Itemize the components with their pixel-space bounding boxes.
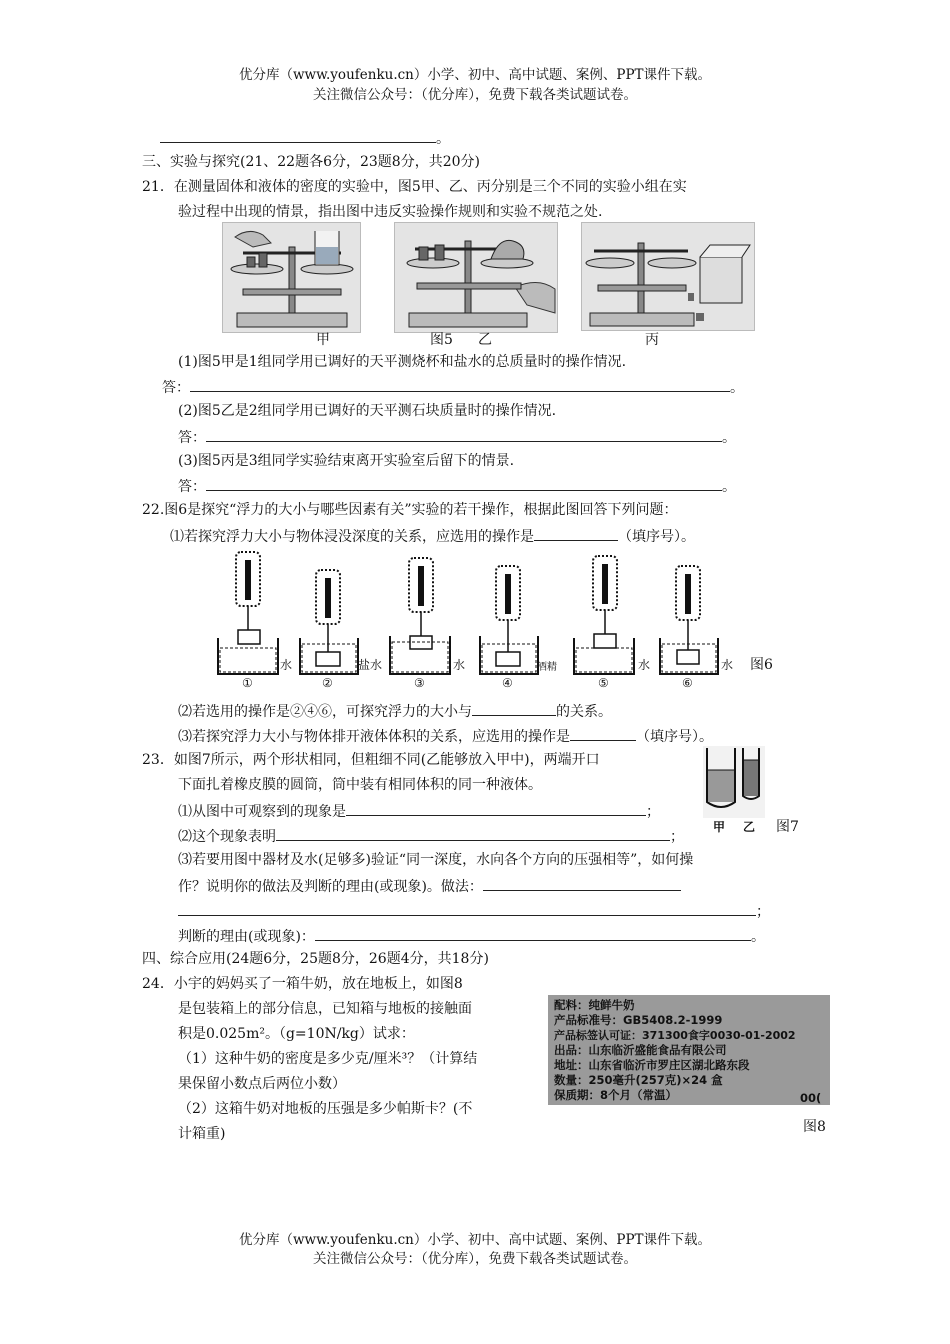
q22-part-3: ⑶若探究浮力大小与物体排开液体体积的关系，应选用的操作是 （填序号）。 (178, 726, 713, 746)
top-answer-blank: 。 (160, 128, 450, 148)
figure-5-jia-balance (222, 222, 361, 333)
figure-6-number-4: ④ (502, 676, 513, 690)
q24-line-4: （1）这种牛奶的密度是多少克/厘米³？（计算结 (178, 1051, 478, 1067)
header-line-2: 关注微信公众号：（优分库），免费下载各类试题试卷。 (313, 87, 637, 103)
header-line-1: 优分库（www.youfenku.cn）小学、初中、高中试题、案例、PPT课件下载。 (238, 67, 712, 83)
q21-part-2: (2)图5乙是2组同学用已调好的天平测石块质量时的操作情况. (178, 403, 557, 419)
q21-line-2: 验过程中出现的情景，指出图中违反实验操作规则和实验不规范之处. (178, 204, 603, 220)
q24-line-2: 是包装箱上的部分信息，已知箱与地板的接触面 (178, 1001, 472, 1017)
q23-method-blank: ； (178, 901, 770, 921)
figure-5-bing-balance (581, 222, 755, 331)
figure-7-caption: 图7 (776, 819, 799, 835)
figure-6-number-3: ③ (414, 676, 425, 690)
q23-part-1: ⑴从图中可观察到的现象是 ； (178, 801, 660, 821)
q21-part-3: (3)图5丙是3组同学实验结束离开实验室后留下的情景. (178, 453, 515, 469)
figure-7-label-jia: 甲 (713, 820, 726, 834)
figure-6-number-6: ⑥ (682, 676, 693, 690)
q21-part-1: (1)图5甲是1组同学用已调好的天平测烧杯和盐水的总质量时的操作情况. (178, 354, 627, 370)
q23-line-2: 下面扎着橡皮膜的圆筒，筒中装有相同体积的同一种液体。 (178, 777, 542, 793)
figure-6-liquid-5: 水 (638, 658, 651, 672)
q23-part-3-line-2: 作？说明你的做法及判断的理由(或现象)。做法： (178, 876, 681, 896)
milk-label-line-2: 产品标准号：GB5408.2-1999 (554, 1013, 723, 1027)
milk-label-line-4: 出品：山东临沂盛能食品有限公司 (554, 1043, 727, 1057)
figure-7-tubes (703, 746, 765, 834)
figure-6-liquid-1: 水 (280, 658, 293, 672)
footer-line-2: 关注微信公众号：（优分库），免费下载各类试题试卷。 (313, 1251, 637, 1267)
milk-label-line-7: 保质期：8个月（常温） (554, 1088, 678, 1102)
figure-5-caption: 图5 (430, 332, 453, 348)
figure-6-caption: 图6 (750, 657, 773, 673)
figure-6-number-2: ② (322, 676, 333, 690)
q21-line-1: 21．在测量固体和液体的密度的实验中，图5甲、乙、丙分别是三个不同的实验小组在实 (142, 179, 687, 195)
section-4-title: 四、综合应用(24题6分，25题8分，26题4分，共18分) (142, 951, 489, 967)
figure-5-label-jia: 甲 (316, 332, 330, 348)
q23-part-3-line-1: ⑶若要用图中器材及水(足够多)验证“同一深度，水向各个方向的压强相等”，如何操 (178, 852, 694, 868)
figure-5-label-yi: 乙 (478, 332, 492, 348)
q24-line-6: （2）这箱牛奶对地板的压强是多少帕斯卡？(不 (178, 1101, 473, 1117)
figure-8-caption: 图8 (803, 1119, 826, 1135)
q22-line-1: 22.图6是探究“浮力的大小与哪些因素有关”实验的若干操作，根据此图回答下列问题： (142, 502, 678, 518)
section-3-title: 三、实验与探究(21、22题各6分，23题8分，共20分) (142, 154, 480, 170)
q21-answer-1: 答： 。 (162, 377, 744, 397)
figure-5-yi-balance (394, 222, 558, 333)
q21-answer-2: 答： 。 (178, 427, 736, 447)
q24-line-5: 果保留小数点后两位小数） (178, 1076, 346, 1092)
figure-7-label-yi: 乙 (743, 820, 756, 834)
figure-6-liquid-3: 水 (453, 658, 466, 672)
figure-6-number-5: ⑤ (598, 676, 609, 690)
q22-part-1: ⑴若探究浮力大小与物体浸没深度的关系，应选用的操作是 （填序号）。 (170, 526, 695, 546)
q24-line-3: 积是0.025m²。（g=10N/kg）试求： (178, 1026, 415, 1042)
milk-label-corner: 00( (800, 1091, 822, 1105)
q23-part-2: ⑵这个现象表明 ； (178, 826, 684, 846)
milk-label-line-6: 数量：250毫升(257克)×24 盒 (554, 1073, 723, 1087)
q23-line-1: 23．如图7所示，两个形状相同，但粗细不同(乙能够放入甲中)，两端开口 (142, 752, 600, 768)
figure-6-liquid-2: 盐水 (358, 658, 383, 672)
q24-line-7: 计箱重) (178, 1126, 226, 1142)
milk-label-line-5: 地址：山东省临沂市罗庄区湖北路东段 (554, 1058, 750, 1072)
q23-reason: 判断的理由(或现象)： 。 (178, 926, 765, 946)
milk-label-line-1: 配料：纯鲜牛奶 (554, 998, 635, 1012)
figure-6 (212, 548, 752, 693)
figure-6-liquid-6: 水 (721, 658, 734, 672)
footer-line-1: 优分库（www.youfenku.cn）小学、初中、高中试题、案例、PPT课件下载。 (238, 1232, 712, 1248)
milk-label-line-3: 产品标签认可证：371300食字0030-01-2002 (554, 1029, 796, 1042)
q21-answer-3: 答： 。 (178, 476, 736, 496)
figure-6-number-1: ① (242, 676, 253, 690)
q22-part-2: ⑵若选用的操作是②④⑥，可探究浮力的大小与 的关系。 (178, 701, 612, 721)
figure-8-milk-label (548, 995, 830, 1105)
figure-5-label-bing: 丙 (645, 332, 659, 348)
figure-6-liquid-4: 酒精 (537, 662, 557, 673)
q24-line-1: 24．小宇的妈妈买了一箱牛奶，放在地板上，如图8 (142, 976, 463, 992)
